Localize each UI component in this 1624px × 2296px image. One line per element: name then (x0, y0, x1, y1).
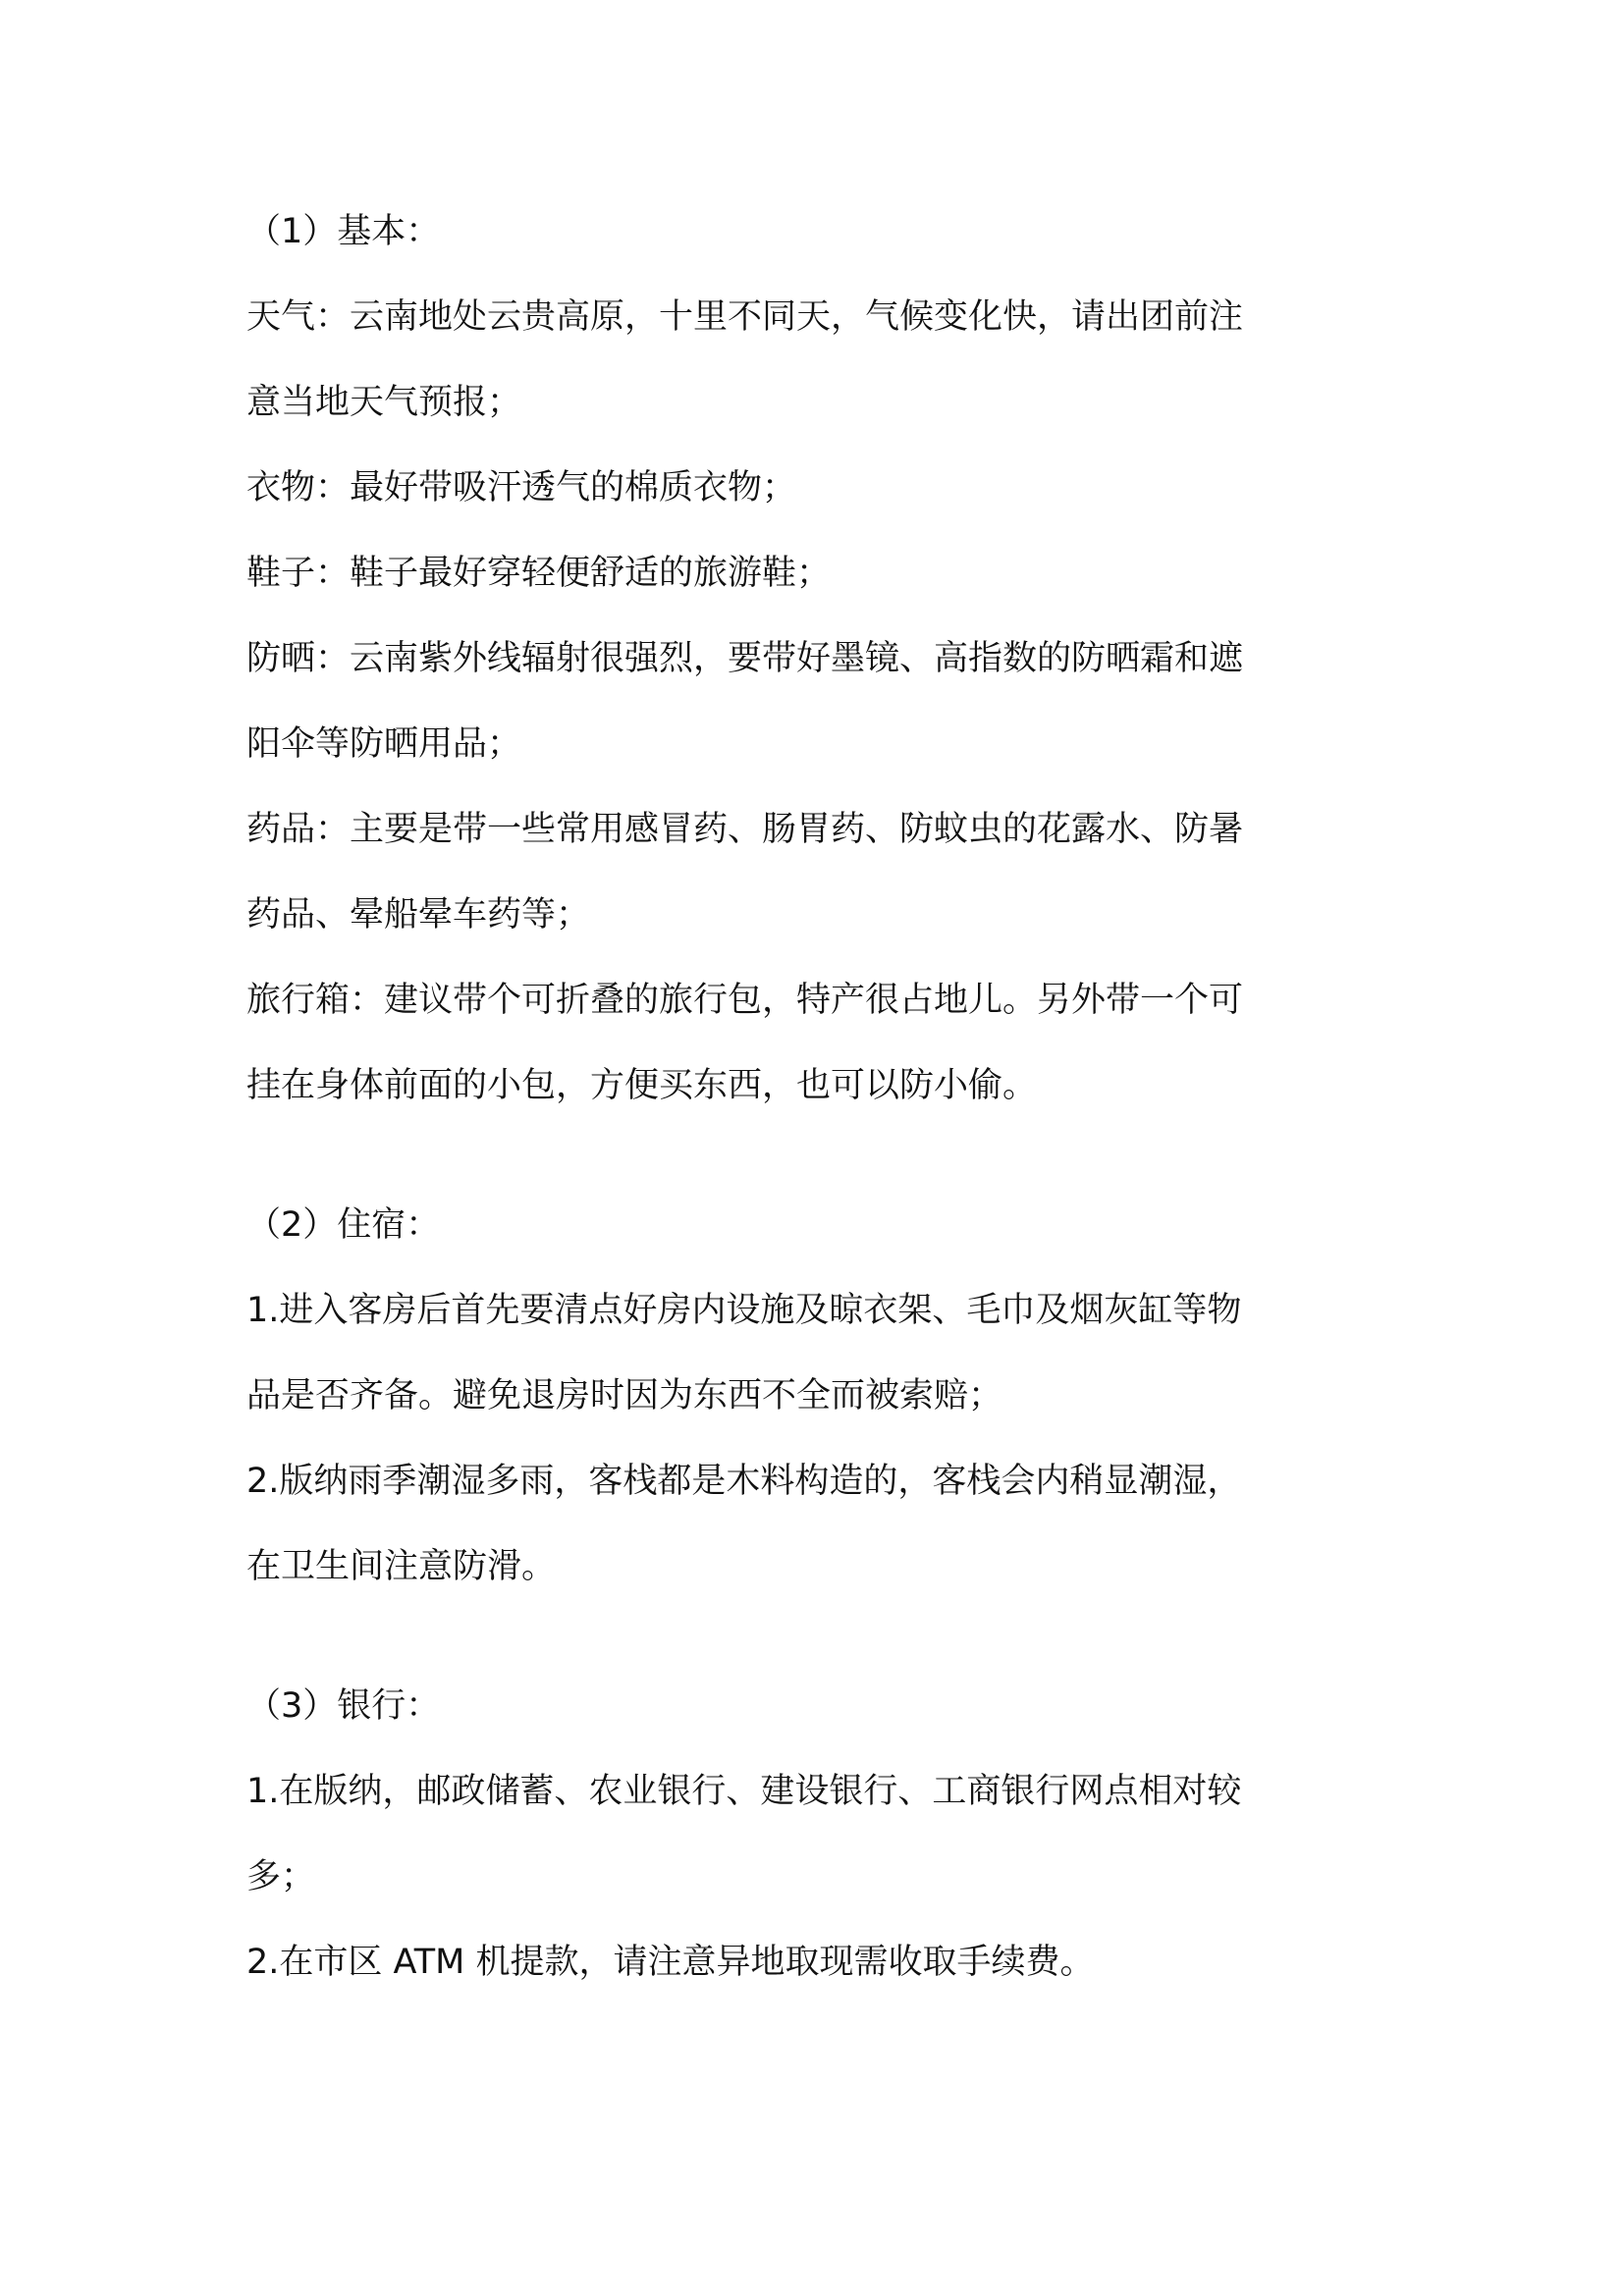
section-heading: （2）住宿： (246, 1205, 441, 1245)
section-heading: （3）银行： (246, 1686, 441, 1726)
text-line: 防晒：云南紫外线辐射很强烈，要带好墨镜、高指数的防晒霜和遮 (246, 639, 1244, 678)
text-line: 1.进入客房后首先要清点好房内设施及晾衣架、毛巾及烟灰缸等物 (246, 1291, 1242, 1330)
text-line: 挂在身体前面的小包，方便买东西，也可以防小偷。 (246, 1066, 1038, 1105)
text-line: 鞋子：鞋子最好穿轻便舒适的旅游鞋； (246, 554, 832, 593)
text-line: 旅行箱：建议带个可折叠的旅行包，特产很占地儿。另外带一个可 (246, 981, 1244, 1020)
text-line: 天气：云南地处云贵高原，十里不同天，气候变化快，请出团前注 (246, 297, 1244, 337)
text-line: 药品、晕船晕车药等； (246, 895, 591, 934)
text-line: 1.在版纳，邮政储蓄、农业银行、建设银行、工商银行网点相对较 (246, 1772, 1242, 1811)
text-line: 药品：主要是带一些常用感冒药、肠胃药、防蚊虫的花露水、防暑 (246, 810, 1244, 849)
text-line: 2.在市区 ATM 机提款，请注意异地取现需收取手续费。 (246, 1943, 1095, 1982)
text-line: 意当地天气预报； (246, 383, 522, 422)
text-line: 在卫生间注意防滑。 (246, 1547, 557, 1586)
text-line: 品是否齐备。避免退房时因为东西不全而被索赔； (246, 1376, 1003, 1415)
text-line: 阳伞等防晒用品； (246, 724, 522, 764)
section-lodging (246, 1200, 1385, 1592)
section-bank (246, 1681, 1385, 1988)
text-line: 多； (246, 1857, 316, 1896)
text-line: 2.版纳雨季潮湿多雨，客栈都是木料构造的，客栈会内稍显潮湿， (246, 1462, 1242, 1501)
document-body (246, 206, 1385, 1988)
section-basic (246, 206, 1385, 1111)
text-line: 衣物：最好带吸汗透气的棉质衣物； (246, 468, 797, 507)
section-heading: （1）基本： (246, 212, 441, 251)
